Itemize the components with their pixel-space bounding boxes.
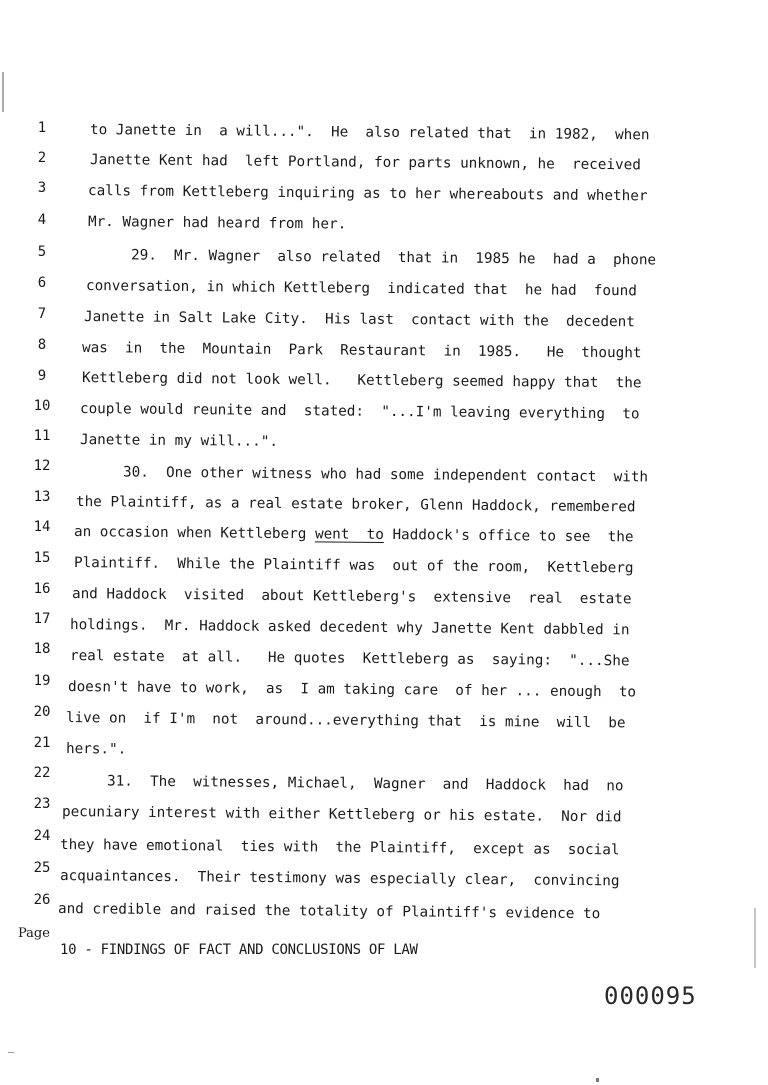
text-line: holdings. Mr. Haddock asked decedent why Janette Kent dabbled in [69,617,630,639]
text-line: they have emotional ties with the Plaintiff, except as social [59,837,620,859]
scan-mark [8,1052,14,1053]
text-line: acquaintances. Their testimony was especially clear, convincing [59,868,620,890]
line-number: 13 [33,489,51,505]
scan-mark [754,908,756,968]
text-segment: an occasion when Kettleberg [73,524,316,543]
text-line: conversation, in which Kettleberg indicated that he had found [85,278,637,300]
line-number: 26 [33,892,51,908]
line-number: 8 [37,337,47,353]
underlined-text: went to [314,526,384,543]
line-number: 25 [33,860,51,876]
line-number: 12 [33,458,51,474]
line-number: 5 [37,244,47,260]
text-line: Janette Kent had left Portland, for parts unknown, he received [89,152,641,174]
line-number: 10 [33,398,51,414]
page-label: Page [18,926,50,941]
text-line: was in the Mountain Park Restaurant in 1985. He thought [81,340,642,362]
line-number: 19 [33,673,51,689]
line-number: 1 [37,120,47,136]
text-line: real estate at all. He quotes Kettleberg as saying: "...She [69,648,630,670]
line-number: 24 [33,828,51,844]
text-line: and credible and raised the totality of Plaintiff's evidence to [57,901,601,923]
text-line: live on if I'm not around...everything that is mine will be [65,710,626,732]
line-number: 21 [33,735,51,751]
text-line: pecuniary interest with either Kettleberg or his estate. Nor did [61,804,622,826]
line-number: 4 [37,212,47,228]
bates-stamp-number: 000095 [604,982,697,1010]
text-line: Kettleberg did not look well. Kettleberg seemed happy that the [81,370,642,392]
text-line: hers.". [65,741,127,758]
text-line: calls from Kettleberg inquiring as to her whereabouts and whether [87,183,648,205]
line-number: 7 [37,306,47,322]
text-line: couple would reunite and stated: "...I'm leaving everything to [79,401,640,423]
text-line: Janette in my will...". [79,432,279,450]
text-line: doesn't have to work, as I am taking care of her ... enough to [67,679,637,701]
text-line: 31. The witnesses, Michael, Wagner and Haddock had no [63,773,624,795]
text-line: Janette in Salt Lake City. His last contact with the decedent [83,309,635,331]
line-number: 22 [33,765,51,781]
line-number: 16 [33,581,51,597]
line-number: 15 [33,550,51,566]
text-line: the Plaintiff, as a real estate broker, Glenn Haddock, remembered [75,494,636,516]
line-number: 2 [37,150,47,166]
text-line [74,523,634,546]
text-line: 30. One other witness who had some independent contact with [79,464,649,486]
line-number: 23 [33,796,51,812]
line-number: 9 [37,368,47,384]
text-line: and Haddock visited about Kettleberg's extensive real estate [71,586,632,608]
footer-title: 10 - FINDINGS OF FACT AND CONCLUSIONS OF LAW [60,942,418,958]
line-number: 18 [33,641,51,657]
text-segment: Haddock's office to see the [383,526,634,546]
line-number: 17 [33,611,51,627]
scan-mark [596,1078,599,1082]
text-line: Mr. Wagner had heard from her. [87,214,347,233]
text-line: to Janette in a will...". He also related that in 1982, when [89,122,650,144]
text-line: 29. Mr. Wagner also related that in 1985 he had a phone [87,247,657,269]
line-number: 14 [33,519,51,535]
text-line: Plaintiff. While the Plaintiff was out of the room, Kettleberg [73,555,634,577]
line-number: 11 [33,428,51,444]
line-number: 3 [37,180,47,196]
line-number: 6 [37,275,47,291]
scan-mark [2,72,4,112]
line-number: 20 [33,704,51,720]
